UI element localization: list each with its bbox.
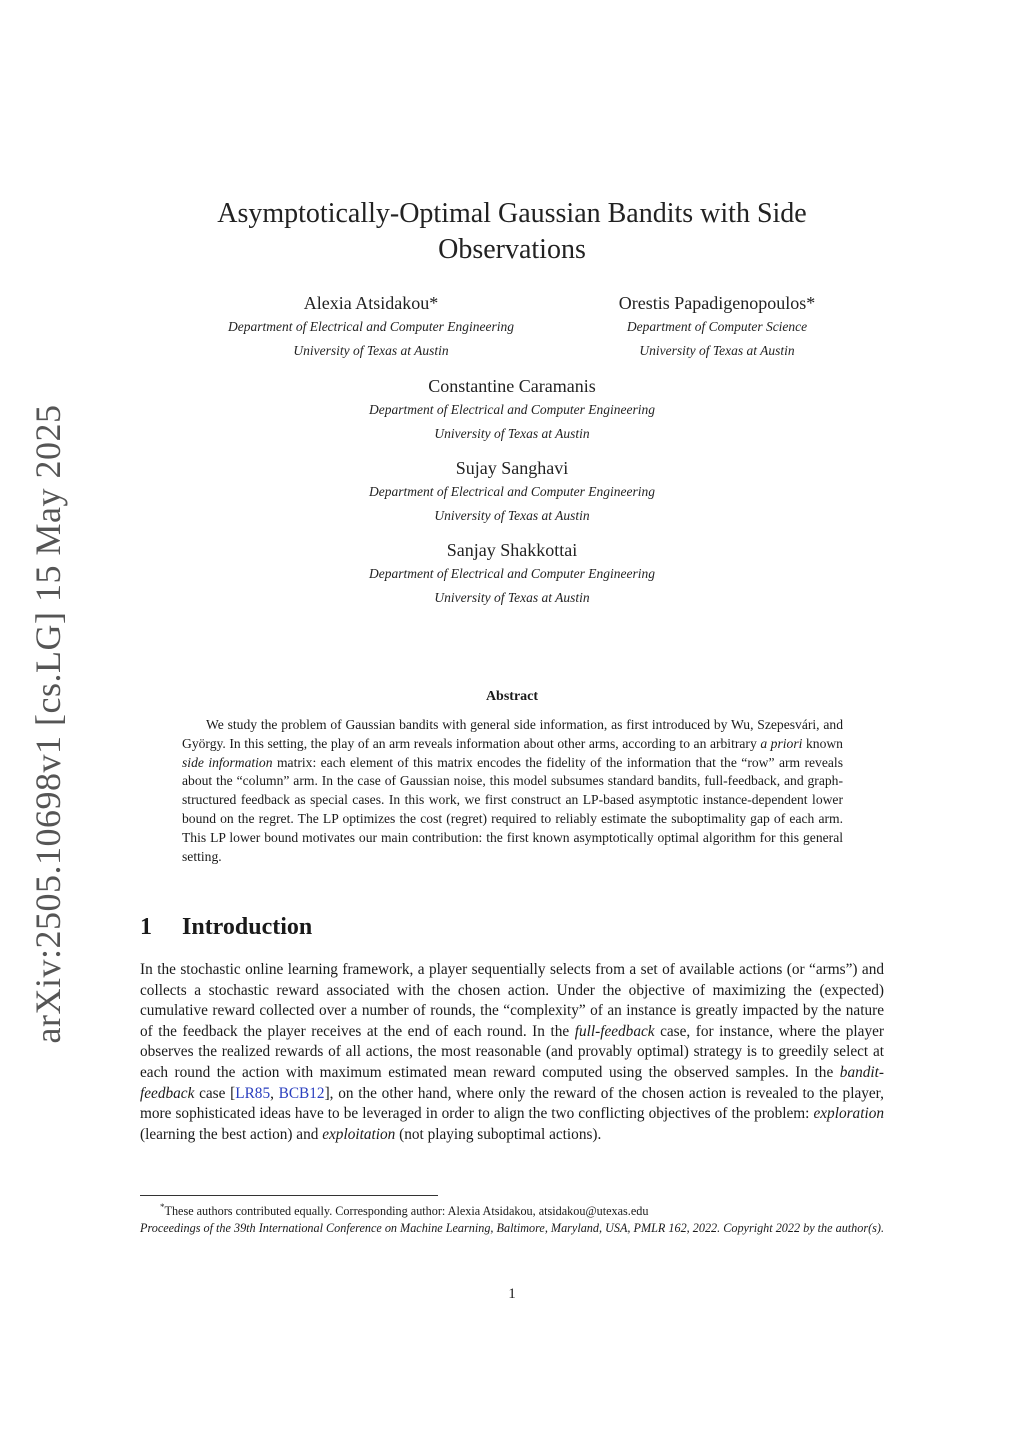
author-block-3 [312, 374, 712, 446]
author-university: University of Texas at Austin [434, 508, 590, 523]
author-department: Department of Electrical and Computer Engineering [227, 319, 515, 334]
author-name: Constantine Caramanis [428, 376, 596, 396]
author-university: University of Texas at Austin [434, 590, 590, 605]
footnote-divider [140, 1195, 438, 1196]
author-block-5 [312, 538, 712, 610]
abstract-body: We study the problem of Gaussian bandits with general side information, as first introduced by Wu, Szepesvári, and György. In this setting, the play of an arm reveals information about other arms, according to an arbitrary a priori known side information matrix: each element of this matrix encodes the fidelity of the information that the “row” arm reveals about the “column” arm. In the case of Gaussian noise, this model subsumes standard bandits, full-feedback, and graph-structured feedback as special cases. In this work, we first construct an LP-based asymptotic instance-dependent lower bound on the regret. The LP optimizes the cost (regret) required to reliably estimate the suboptimality gap of each arm. This LP lower bound motivates our main contribution: the first known asymptotically optimal algorithm for this general setting. [182, 717, 843, 864]
arxiv-identifier-stamp: arXiv:2505.10698v1 [cs.LG] 15 May 2025 [28, 404, 68, 1044]
author-university: University of Texas at Austin [293, 343, 449, 358]
section-heading-introduction [140, 914, 312, 941]
footnote [140, 1199, 890, 1236]
author-department: Department of Electrical and Computer Engineering [368, 402, 656, 417]
author-department: Department of Computer Science [626, 319, 808, 334]
section-number: 1 [140, 914, 152, 940]
citation-link-bcb12[interactable]: BCB12 [278, 1084, 325, 1102]
proceedings-notice: Proceedings of the 39th International Conference on Machine Learning, Baltimore, Maryland, USA, PMLR 162, 2022. Copyright 2022 by the author(s). [140, 1220, 885, 1235]
author-name: Orestis Papadigenopoulos* [618, 293, 816, 313]
author-department: Department of Electrical and Computer Engineering [368, 484, 656, 499]
author-name: Sanjay Shakkottai [446, 540, 578, 560]
author-block-4 [312, 456, 712, 528]
author-block-1 [186, 291, 556, 363]
author-university: University of Texas at Austin [639, 343, 795, 358]
introduction-paragraph: In the stochastic online learning framework, a player sequentially selects from a set of available actions (or “arms”) and collects a stochastic reward associated with the chosen action. Under the objective of maximizing the (expected) cumulative reward collected over a number of rounds, the “complexity” of an instance is greatly impacted by the nature of the feedback the player receives at the end of each round. In the full-feedback case, for instance, where the player observes the realized rewards of all actions, the most reasonable (and provably optimal) strategy is to greedily select at each round the action with maximum estimated mean reward computed using the observed samples. In the bandit-feedback case [LR85, BCB12], on the other hand, where only the reward of the chosen action is revealed to the player, more sophisticated ideas have to be leveraged in order to align the two conflicting objectives of the problem: exploration (learning the best action) and exploitation (not playing suboptimal actions). [140, 961, 884, 1143]
citation-link-lr85[interactable]: LR85 [235, 1084, 271, 1102]
author-block-2 [590, 291, 844, 363]
author-name: Sujay Sanghavi [455, 458, 569, 478]
section-title: Introduction [182, 914, 313, 940]
footnote-mark: * [160, 1202, 165, 1212]
paper-title: Asymptotically-Optimal Gaussian Bandits with Side Observations [217, 198, 807, 265]
page-number: 1 [508, 1286, 516, 1302]
abstract-heading: Abstract [485, 689, 539, 704]
author-university: University of Texas at Austin [434, 426, 590, 441]
author-department: Department of Electrical and Computer Engineering [368, 566, 656, 581]
author-name: Alexia Atsidakou* [303, 293, 439, 313]
footnote-text: These authors contributed equally. Corresponding author: Alexia Atsidakou, atsidakou@utexas.edu [164, 1204, 649, 1219]
